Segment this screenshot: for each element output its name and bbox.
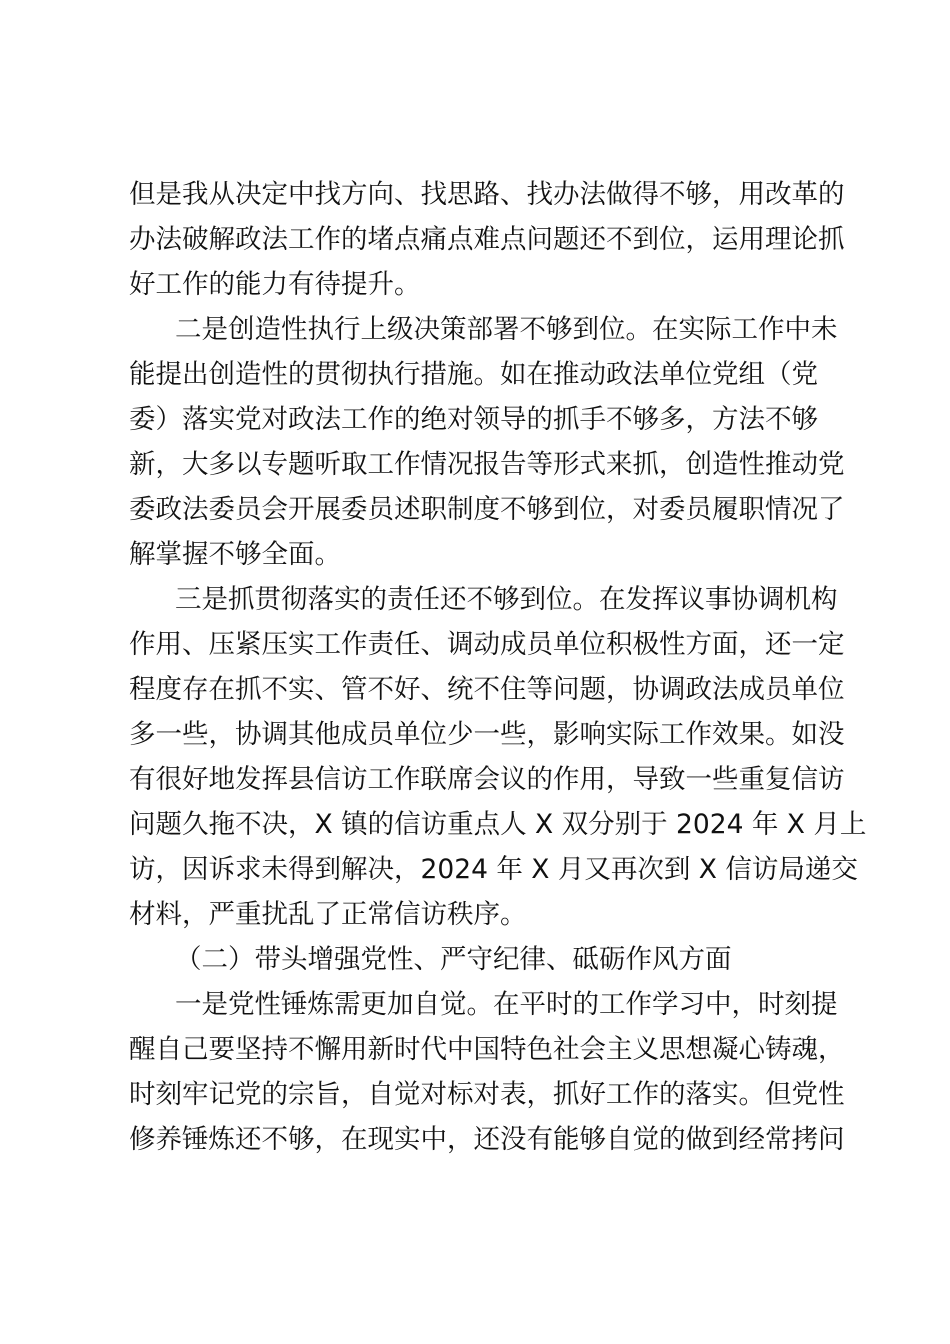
text-line-15: 问题久拖不决，X 镇的信访重点人 X 双分别于 2024 年 X 月上 [129,809,867,840]
text-line-22: 修养锤炼还不够，在现实中，还没有能够自觉的做到经常拷问 [129,1124,845,1155]
text-line-21: 时刻牢记党的宗旨，自觉对标对表，抓好工作的落实。但党性 [129,1079,845,1110]
text-line-14: 有很好地发挥县信访工作联席会议的作用，导致一些重复信访 [129,764,845,795]
text-line-5: 能提出创造性的贯彻执行措施。如在推动政法单位党组（党 [129,359,818,390]
text-line-3: 好工作的能力有待提升。 [129,269,421,300]
text-line-12: 程度存在抓不实、管不好、统不住等问题，协调政法成员单位 [129,674,845,705]
paragraph-four-first-line: 一是党性锤炼需更加自觉。在平时的工作学习中，时刻提 [175,989,838,1020]
paragraph-two-first-line: 二是创造性执行上级决策部署不够到位。在实际工作中未 [175,314,838,345]
text-line-13: 多一些，协调其他成员单位少一些，影响实际工作效果。如没 [129,719,845,750]
text-line-2: 办法破解政法工作的堵点痛点难点问题还不到位，运用理论抓 [129,224,845,255]
text-line-7: 新，大多以专题听取工作情况报告等形式来抓，创造性推动党 [129,449,845,480]
text-line-6: 委）落实党对政法工作的绝对领导的抓手不够多，方法不够 [129,404,818,435]
text-line-11: 作用、压紧压实工作责任、调动成员单位积极性方面，还一定 [129,629,845,660]
text-line-16: 访，因诉求未得到解决，2024 年 X 月又再次到 X 信访局递交 [129,854,858,885]
text-line-8: 委政法委员会开展委员述职制度不够到位，对委员履职情况了 [129,494,845,525]
text-line-1: 但是我从决定中找方向、找思路、找办法做得不够，用改革的 [129,179,845,210]
text-line-20: 醒自己要坚持不懈用新时代中国特色社会主义思想凝心铸魂， [129,1034,845,1065]
text-line-17: 材料，严重扰乱了正常信访秩序。 [129,899,527,930]
text-line-9: 解掌握不够全面。 [129,539,341,570]
paragraph-three-first-line: 三是抓贯彻落实的责任还不够到位。在发挥议事协调机构 [175,584,838,615]
section-heading-2: （二）带头增强党性、严守纪律、砥砺作风方面 [175,944,732,975]
